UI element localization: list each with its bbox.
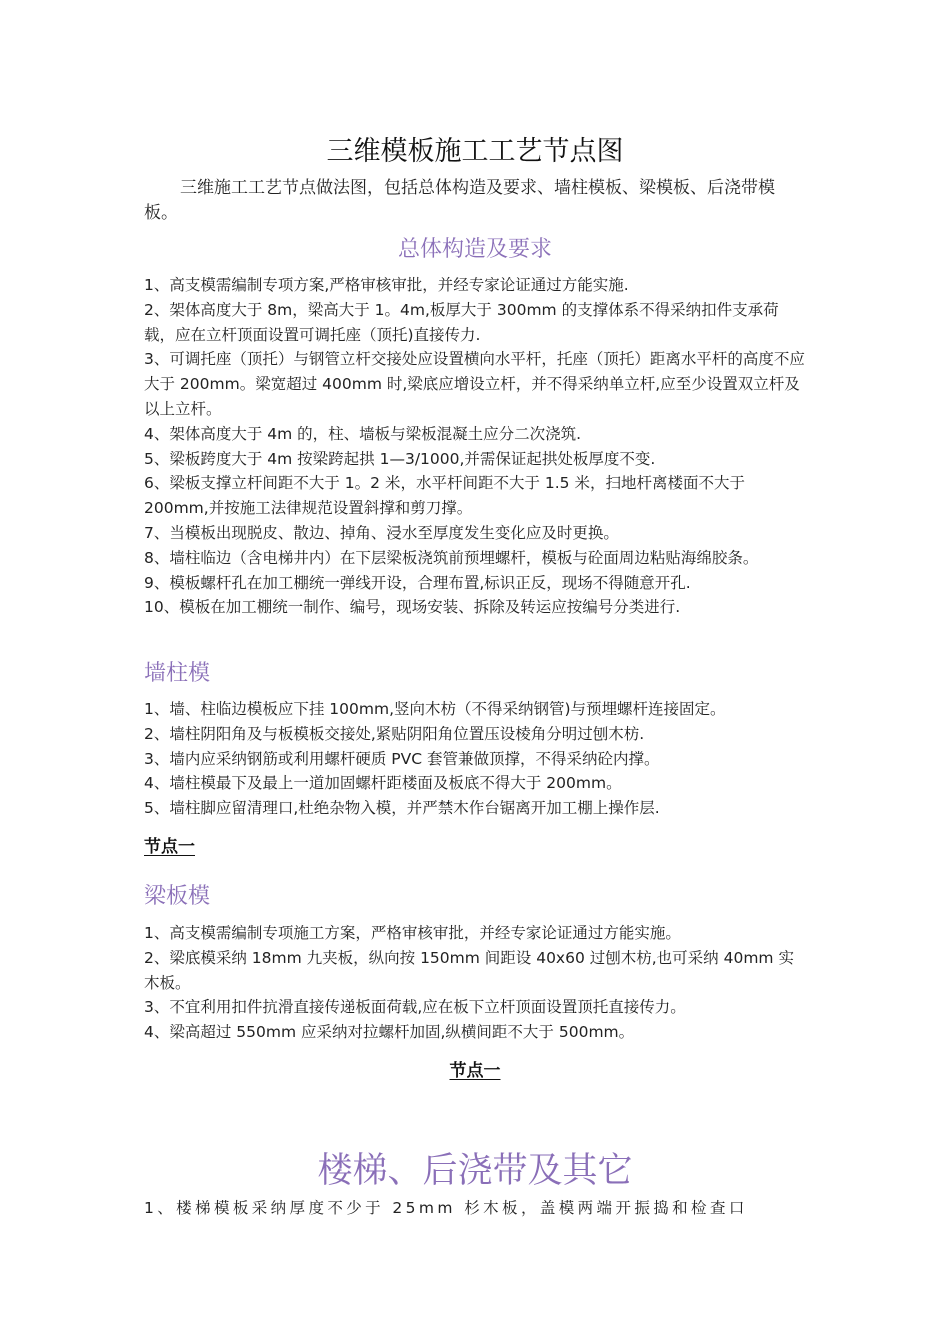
list-item: 5、墙柱脚应留清理口,杜绝杂物入模，并严禁木作台锯离开加工棚上操作层. bbox=[144, 799, 660, 818]
list-item: 1、高支模需编制专项施工方案，严格审核审批，并经专家论证通过方能实施。 bbox=[144, 924, 681, 942]
list-item: 8、墙柱临边（含电梯井内）在下层梁板浇筑前预埋螺杆，模板与砼面周边粘贴海绵胶条。 bbox=[144, 548, 759, 567]
list-item: 3、可调托座（顶托）与钢管立杆交接处应设置横向水平杆，托座（顶托）距离水平杆的高度不应大于 200mm。梁宽超过 400mm 时,梁底应增设立杆，并不得采纳单立杆,应至少设置双立杆及以上立杆。 bbox=[144, 350, 805, 418]
list-item: 5、梁板跨度大于 4m 按梁跨起拱 1—3/1000,并需保证起拱处板厚度不变. bbox=[144, 449, 656, 468]
section-heading-beam: 梁板模 bbox=[144, 884, 211, 909]
list-item: 2、架体高度大于 8m，梁高大于 1。4m,板厚大于 300mm 的支撑体系不得采纳扣件支承荷载，应在立杆顶面设置可调托座（顶托)直接传力. bbox=[144, 300, 779, 344]
section-heading-stairs: 楼梯、后浇带及其它 bbox=[317, 1151, 633, 1191]
list-item: 6、梁板支撑立杆间距不大于 1。2 米，水平杆间距不大于 1.5 米，扫地杆离楼面不大于 200mm,并按施工法律规范设置斜撑和剪刀撑。 bbox=[144, 474, 745, 518]
list-item: 2、梁底模采纳 18mm 九夹板，纵向按 150mm 间距设 40x60 过刨木枋,也可采纳 40mm 实木板。 bbox=[144, 948, 794, 992]
wall-column-list bbox=[144, 697, 808, 821]
section-heading-wall: 墙柱模 bbox=[144, 661, 211, 686]
list-item: 4、架体高度大于 4m 的，柱、墙板与梁板混凝土应分二次浇筑. bbox=[144, 424, 582, 443]
list-item: 1、高支模需编制专项方案,严格审核审批，并经专家论证通过方能实施. bbox=[144, 276, 629, 294]
general-requirements-list bbox=[144, 273, 808, 620]
list-item: 2、墙柱阴阳角及与板模板交接处,紧贴阴阳角位置压设棱角分明过刨木枋. bbox=[144, 724, 645, 743]
list-item: 10、模板在加工棚统一制作、编号，现场安装、拆除及转运应按编号分类进行. bbox=[144, 598, 681, 617]
list-item: 1、墙、柱临边模板应下挂 100mm,竖向木枋（不得采纳钢管)与预埋螺杆连接固定。 bbox=[144, 700, 726, 718]
beam-slab-list bbox=[144, 921, 808, 1045]
list-item: 3、不宜利用扣件抗滑直接传递板面荷载,应在板下立杆顶面设置顶托直接传力。 bbox=[144, 998, 686, 1017]
list-item: 4、梁高超过 550mm 应采纳对拉螺杆加固,纵横间距不大于 500mm。 bbox=[144, 1023, 635, 1042]
section-heading-general: 总体构造及要求 bbox=[397, 237, 552, 262]
node-label-beam: 节点一 bbox=[449, 1061, 501, 1081]
page-title: 三维模板施工工艺节点图 bbox=[326, 136, 624, 167]
intro-paragraph: 三维施工工艺节点做法图，包括总体构造及要求、墙柱模板、梁模板、后浇带模板。 bbox=[144, 178, 775, 223]
node-label-wall: 节点一 bbox=[144, 837, 195, 857]
list-item: 9、模板螺杆孔在加工棚统一弹线开设，合理布置,标识正反，现场不得随意开孔. bbox=[144, 573, 691, 592]
list-item: 4、墙柱模最下及最上一道加固螺杆距楼面及板底不得大于 200mm。 bbox=[144, 774, 622, 793]
list-item: 1、楼梯模板采纳厚度不少于 25mm 杉木板，盖模两端开振捣和检查口 bbox=[144, 1199, 748, 1217]
list-item: 3、墙内应采纳钢筋或利用螺杆硬质 PVC 套管兼做顶撑，不得采纳砼内撑。 bbox=[144, 749, 660, 768]
list-item: 7、当模板出现脱皮、散边、掉角、浸水至厚度发生变化应及时更换。 bbox=[144, 523, 619, 542]
